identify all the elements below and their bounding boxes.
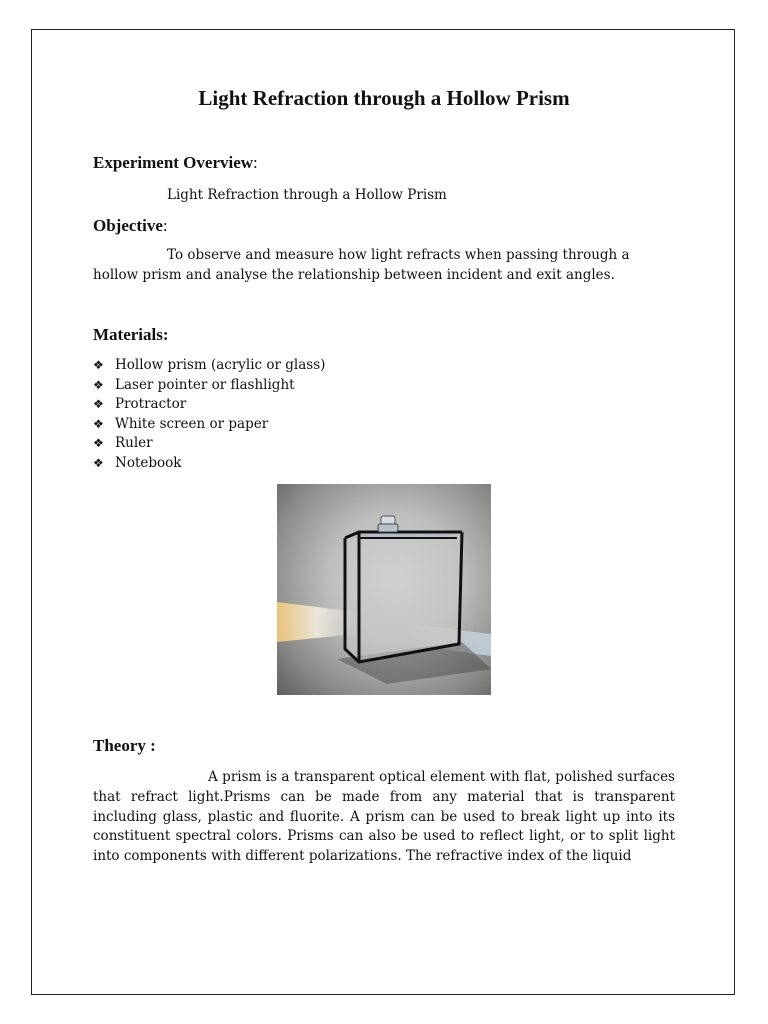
objective-heading-text: Objective — [93, 216, 163, 235]
list-item — [93, 434, 325, 454]
diamond-bullet-icon: ❖ — [93, 436, 104, 450]
list-item — [93, 395, 325, 415]
material-label: Laser pointer or flashlight — [115, 376, 295, 393]
diamond-bullet-icon: ❖ — [93, 377, 104, 392]
overview-heading-text: Experiment Overview — [93, 153, 254, 172]
objective-heading — [93, 216, 168, 236]
material-label: Protractor — [115, 396, 187, 412]
material-label: Hollow prism (acrylic or glass) — [115, 357, 326, 373]
diamond-bullet-icon: ❖ — [93, 455, 104, 470]
hollow-prism-photo — [277, 484, 491, 695]
theory-heading: Theory : — [93, 736, 156, 755]
overview-text: Light Refraction through a Hollow Prism — [167, 187, 447, 203]
material-label: Ruler — [115, 435, 153, 451]
diamond-bullet-icon: ❖ — [93, 416, 104, 431]
material-label: Notebook — [115, 454, 182, 471]
prism-illustration — [277, 484, 491, 695]
list-item — [93, 356, 325, 376]
overview-heading — [93, 153, 258, 173]
list-item — [93, 376, 325, 396]
material-label: White screen or paper — [115, 415, 269, 432]
page-title: Light Refraction through a Hollow Prism — [198, 86, 570, 110]
theory-text: A prism is a transparent optical element with flat, polished surfaces that refract light.Prisms can be made from any material that is transparent including glass, plastic and fluorite. A prism can be used to break light up into its constituent spectral colors. Prisms can also be used to reflect light, or to split light into components with different polarizations. The refractive index of the liquid — [93, 769, 675, 865]
materials-list — [93, 356, 325, 473]
list-item — [93, 415, 325, 435]
diamond-bullet-icon: ❖ — [93, 397, 104, 411]
overview-heading-colon: : — [253, 153, 258, 172]
objective-text: To observe and measure how light refracts when passing through a hollow prism and analyse the relationship between incident and exit angles. — [93, 247, 630, 283]
objective-heading-colon: : — [162, 216, 168, 235]
list-item — [93, 454, 325, 474]
diamond-bullet-icon: ❖ — [93, 358, 104, 372]
materials-heading: Materials: — [93, 325, 169, 344]
